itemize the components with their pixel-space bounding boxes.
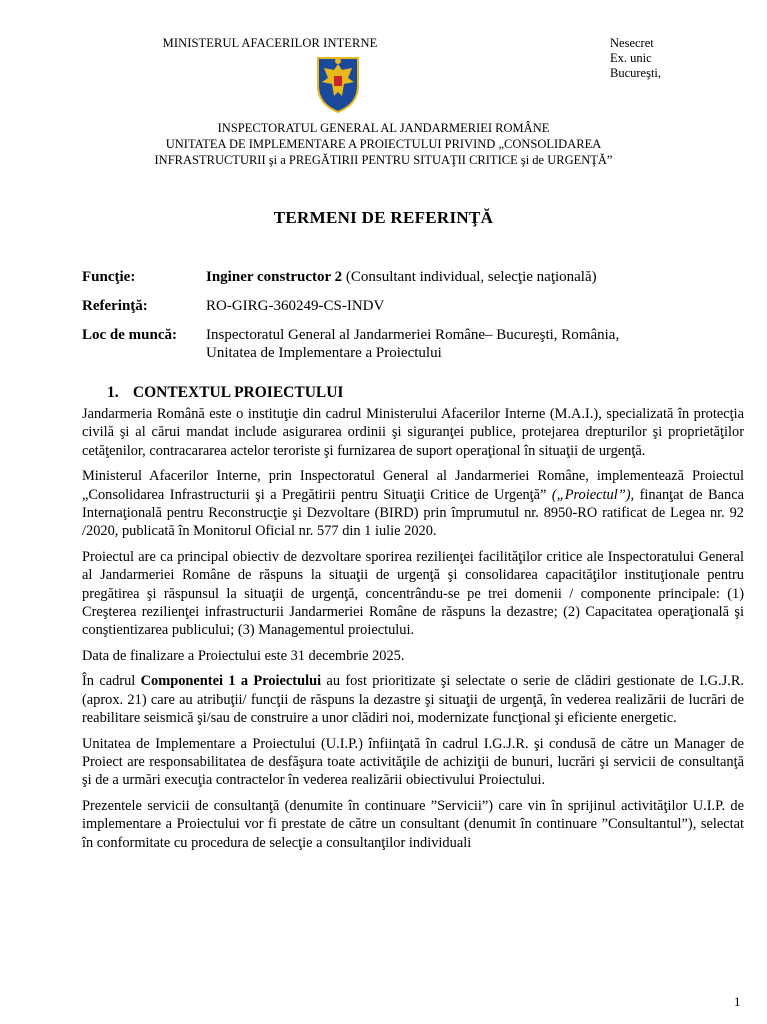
meta-label: Referinţă: bbox=[82, 298, 148, 314]
location-line: Inspectoratul General al Jandarmeriei Române– Bucureşti, România, bbox=[206, 327, 620, 343]
section-title: CONTEXTUL PROIECTULUI bbox=[132, 384, 344, 401]
paragraph: Unitatea de Implementare a Proiectului (U.I.P.) înfiinţată în cadrul I.G.J.R. şi condusă de către un Manager de Proiect are responsabilitatea de desfăşura toate activităţile de achiziţii de bunuri, lucrări şi servicii de consultanţă şi de a urmări execuţia contractelor în vederea realizării obiectivului Proiectului. bbox=[82, 735, 744, 789]
document-title: TERMENI DE REFERINŢĂ bbox=[273, 208, 494, 227]
paragraph: Jandarmeria Română este o instituţie din cadrul Ministerului Afacerilor Interne (M.A.I.), specializată în protecţia civilă şi al cărui mandat include asigurarea ordinii şi siguranţei publice, protejarea drepturilor şi proprietăţilor cetăţenilor, contracararea actelor teroriste şi furnizarea de suport operaţional în situaţii de urgenţă. bbox=[82, 406, 744, 459]
institution-header bbox=[0, 120, 767, 168]
meta-value: RO-GIRG-360249-CS-INDV bbox=[206, 298, 385, 314]
location-line: Unitatea de Implementare a Proiectului bbox=[206, 345, 442, 361]
position-detail: (Consultant individual, selecţie naţională) bbox=[342, 269, 597, 285]
ministry-name: MINISTERUL AFACERILOR INTERNE bbox=[162, 36, 378, 50]
text-run-bold: Componentei 1 a Proiectului bbox=[140, 673, 322, 690]
classification-line: Nesecret bbox=[610, 36, 654, 50]
section-number: 1. bbox=[107, 384, 119, 401]
classification-line: Bucureşti, bbox=[610, 66, 662, 80]
body-text bbox=[82, 405, 744, 859]
meta-label: Loc de muncă: bbox=[82, 327, 177, 343]
text-run: au fost prioritizate şi selectate o serie de clădiri gestionate de I.G.J.R. (aprox. 21) care au atribuţii/ funcţii de răspuns la dezastre şi situaţii de urgenţă, în vederea realizării de lucrări de reabilitare seismică şi/sau de construire a unor clădiri noi, modernizate funcţional şi eficiente energetic. bbox=[82, 673, 745, 727]
position-title: Inginer constructor 2 bbox=[206, 269, 343, 285]
paragraph: Data de finalizare a Proiectului este 31 decembrie 2025. bbox=[82, 647, 405, 664]
institution-line: INFRASTRUCTURII şi a PREGĂTIRII PENTRU SITUAŢII CRITICE şi de URGENŢĂ” bbox=[154, 153, 613, 167]
text-run: Ministerul Afacerilor Interne, prin Inspectoratul General al Jandarmeriei Române, implementează Proiectul „Consolidarea Infrastructurii şi a Pregătirii pentru Situaţii Critice de Urgenţă” bbox=[82, 468, 744, 503]
meta-row-referinta bbox=[82, 297, 676, 315]
text-run-italic: („Proiectul”), bbox=[551, 486, 635, 503]
paragraph bbox=[82, 672, 744, 727]
meta-row-loc bbox=[82, 326, 676, 362]
coat-of-arms-icon bbox=[312, 52, 364, 114]
classification-block bbox=[610, 36, 661, 81]
paragraph: Prezentele servicii de consultanţă (denumite în continuare ”Servicii”) care vin în sprijinul activităţilor U.I.P. de implementare a Proiectului vor fi prestate de către un consultant (denumit în continuare ”Consultantul”), selectat în conformitate cu procedura de selecţie a consultanţilor individuali bbox=[82, 797, 744, 851]
classification-line: Ex. unic bbox=[610, 51, 652, 65]
page-number: 1 bbox=[734, 994, 741, 1009]
meta-value bbox=[206, 326, 676, 362]
paragraph: Proiectul are ca principal obiectiv de dezvoltare sporirea rezilienţei facilităţilor critice ale Inspectoratului General al Jandarmeriei Române de răspuns la situaţii de urgenţă şi consolidarea capacităţilor instituţionale pentru pregătirea şi răspunsul la situaţii de urgenţă, concentrându-se pe trei domenii / componente principale: (1) Creşterea rezilienţei infrastructurii Jandarmeriei Române de răspuns la dezastre; (2) Capacitatea operaţională şi conştientizarea publicului; (3) Managementul proiectului. bbox=[82, 548, 744, 639]
text-run: finanţat de Banca Internaţională pentru Reconstrucţie şi Dezvoltare (BIRD) prin împrumutul nr. 8950-RO ratificat de Legea nr. 92 /2020, publicată în Monitorul Oficial nr. 577 din 1 iulie 2020. bbox=[82, 486, 744, 540]
paragraph bbox=[82, 467, 744, 541]
text-run: În cadrul bbox=[82, 673, 141, 690]
meta-block bbox=[82, 268, 676, 373]
section-heading bbox=[107, 384, 343, 402]
institution-line: INSPECTORATUL GENERAL AL JANDARMERIEI ROMÂNE bbox=[217, 121, 550, 135]
meta-row-functie bbox=[82, 268, 676, 286]
meta-label: Funcţie: bbox=[82, 269, 136, 285]
meta-value bbox=[206, 268, 676, 286]
institution-line: UNITATEA DE IMPLEMENTARE A PROIECTULUI PRIVIND „CONSOLIDAREA bbox=[165, 137, 602, 151]
